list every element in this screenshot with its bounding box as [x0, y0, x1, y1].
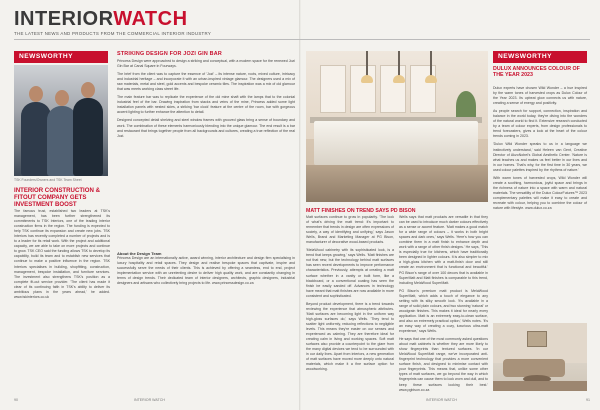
- masthead-logo: INTERIORWATCH: [14, 8, 188, 30]
- article-body-tsk: The famous trust, established two leaders at TSK's management, has been further strengthened its commitments to TSK Interiors, one of the leading interior construction firms in the region. The funding is expected to help TSK continue its expansion and create new jobs. TSK Interiors has recently completed a number of projects and is to a leader for its retail work. With the project and additional capacity, we are able to take on more projects and continue to grow. TSK CEO said the funding allows TSK to develop its capability, build its team and to establish new services that continue to make a positive influence in the region. TSK Interiors specialises in building, shopfitting, construction, management, bespoke installation, and furniture services. The investment also strengthens TSK's position as a complete fit-out service provider. 'The client has made it clear of its continuing faith in TSK's ability to deliver its ambitious plans in the years ahead,' he added. www.tskinteriors.co.uk: [14, 209, 110, 299]
- paragraph: 'Dulux Wild Wonder speaks to us in a language we instinctively understand,' said Heleen van Gent, Creative Director of AkzoNobel's Global Aesthetic Center. 'Nature is what teaches us and makes us feel better in our lives and in our homes. That's why, for the first time in 30 years, we used colour palettes inspired by the rhythms of nature.': [493, 142, 587, 172]
- paragraph: Designed concepted detail shelving and steel window frames with grooved glass bring a sense of boundary and work. The combination of these elements harmoniously blending into the unique glamour. The end result is a bar and restaurant that brings together people from all backgrounds and cultures, creating a true reflection of the real Jozi.: [117, 118, 295, 138]
- footer-title-left: INTERIOR WATCH: [134, 398, 165, 402]
- person-figure: [73, 98, 103, 176]
- page-number-left: 90: [14, 398, 18, 402]
- article-body-matt-col2: [399, 215, 488, 396]
- newsworthy-banner-right: NEWSWORTHY: [493, 51, 587, 63]
- paragraph: As people search for support, connection, inspiration and balance in the world today, they're diving into the wonders of the natural world to find it. Extensive research conducted by a team of colour experts, from design professionals to trend forecasters, gives a look at the heart of the colour trends coming in 2023.: [493, 109, 587, 139]
- article-body-matt-col1: [306, 215, 394, 375]
- subheading-design-team: About the Design Team: [117, 251, 162, 256]
- article-body-jozi: [117, 59, 295, 142]
- masthead: [14, 8, 274, 42]
- newsworthy-banner-left: NEWSWORTHY: [14, 51, 108, 63]
- paragraph: Beyond product development, there is a trend towards reviewing the experience that atmospheric attributes. 'Matt surfaces are becoming light in the uniform way high-gloss surfaces do,' says Wells. 'They tend to scatter light uniformly, reducing reflections to negligible levels. This means they're easier on our senses and experienced as calming. They are therefore ideal for creating calm in living and working spaces. Soft matt surfaces also provide a counterpoint to the glare from the many digital devices we tend to be surrounded with in our daily lives. Apart from interiors, a new generation of matt surfaces have moved more deeply onto natural materials, which make it a fine surface option for woodworking.: [306, 301, 394, 372]
- masthead-tagline: THE LATEST NEWS AND PRODUCTS FROM THE COMMERCIAL INTERIOR INDUSTRY: [14, 31, 212, 36]
- page-gutter: [299, 0, 301, 410]
- paragraph: Matt surfaces continue to grow in popularity. 'The look of what's driving the matt trend: it's important to remember that trends in design are often expressions of society, a way of identifying and unifying,' says Jason Wells, Brand and Marketing Manager at PG Bison, manufacturer of decorative wood-based products.: [306, 215, 394, 245]
- article-headline-jozi: STRIKING DESIGN FOR JOZI GIN BAR: [117, 51, 222, 57]
- article-body-dulux: [493, 86, 587, 214]
- paragraph: With warm tones of harvested crops, Wild Wonder will create a soothing, harmonious, joyful space and brings in the richness of nature into a space with warm and natural materials. The versatility of the Dulux ColourFutures™ 2023 complementary palettes will make it easy to create and recreate with colour, helping you to combine the colour of nature with lifestyle. www.dulux.co.za: [493, 175, 587, 211]
- paragraph: The main feature bar was to replicate the experience of the old mine shaft with the lamps that to the colonial industrial feel of the bar. Drawing inspiration from stacks and veins of the mine, Princess added some light installation panels with nested skies, a striking 'bar clock' feature at the centre of the room, bar with gorgeous accent lighting to further enhance the attention to detail.: [117, 95, 295, 115]
- paragraph: Wells says that matt products are versatile in that they can be used to introduce much darker colours effectively as a sense or accent feature. 'Matt makes a good match for a wide range of colours – it works in both bright spaces and dark ones,' says Wells. 'Here's how you can combine them in a matt finish to enhance depth and work with a range of other finish designs.' He says, 'This is especially true for kitchens, which have traditionally been designed in lighter colours. It is also simpler to mix a high-gloss kitchen with a matt-finish door and still create an environment that is functional and beautiful.' PG Bison's range of over 100 decors that is available in SuperMatt and Matt finishes is comparable to this trend, including MelaWood SuperMatt.: [399, 215, 488, 285]
- article-headline-tsk: INTERIOR CONSTRUCTION & FITOUT COMPANY GETS INVESTMENT BOOST: [14, 187, 100, 208]
- footer-title-right: INTERIOR WATCH: [426, 398, 457, 402]
- paragraph: The brief from the client was to capture the essence of 'Jozi' – its intense nature, roots, mixed culture, intricacy and industrial heritage – and incorporate it with an urban-inspired vintage glamour. The designers used a mix of raw materials, metal and steel, gold accents and bespoke ceramic tiles. The inspiration was a mix of old glamour that was meets working class street life.: [117, 72, 295, 92]
- page-number-right: 91: [586, 398, 590, 402]
- article-headline-matt: MATT FINISHES ON TREND SAYS PD BISON: [306, 208, 416, 214]
- kitchen-interior-photo: [306, 51, 488, 202]
- article-headline-dulux: DULUX ANNOUNCES COLOUR OF THE YEAR 2023: [493, 66, 580, 79]
- paragraph: Princess Design were approached to design a striking and conceptual, with a modern space for the renewed Jozi Gin Bar at Canal Square in Fourways.: [117, 59, 295, 69]
- paragraph: Dulux experts have chosen Wild Wonder – a hue inspired by the warm tones of harvested crops as Dulux Colour of the Year 2023. Its upbeat glow connects us with nature, creating a sense of energy and positivity.: [493, 86, 587, 106]
- photo-caption: TSK Founders/Owners and TSK Team Sheet: [14, 178, 82, 182]
- paragraph: 'MelaWood cabinetry with its sophisticated look, is a trend that keeps growing,' says Wells. 'Matt finishes are not that new, but the technology behind matt surfaces has seen recent developments to improve performance characteristics. Previously, attempts at creating a matt surface whether in a vanity or built form, like a blackboard, or a conventional coating has seen the finish be easily sanded off. Advances in technology have meant that matt finishes are now available in more consistent and sophisticated.: [306, 248, 394, 298]
- tsk-team-photo: [14, 65, 108, 176]
- living-room-photo: [493, 323, 587, 391]
- masthead-rule: [14, 39, 590, 40]
- paragraph: PG Bison's premium matt product is MelaWood SuperMatt, which adds a touch of elegance to any setting with its silky smooth look. 'It's available in a range of solid plain colours, and two stunning 'natural' or woodgrain finishes. This makes it ideal for nearly every application. Matt is an extremely easy-to-clean surface, and also an extremely practical option,' Wells notes. 'It's an easy way of creating a cozy, luxurious ultra-matt experience,' says Wells.: [399, 288, 488, 334]
- paragraph: He says that one of the most commonly asked questions about matt cabinets is whether they are more likely to show fingerprints than textured surfaces. 'In our MelaWood SuperMatt range, we've incorporated anti-fingerprint technology that provides a more convenient surface finish, and designed to minimise contact with your fingerprints. This means that, unlike some other types of matt surfaces, we go beyond the way in which fingerprints can cause them to look worn and dull, and to keep these surfaces looking their best.' www.pgbison.co.za: [399, 337, 488, 392]
- article-body-design-team: Princess Design are an internationally active, award winning, interior architecture and design firm specialising in luxury hospitality and retail spaces. They design and realise bespoke spaces that captivate, inspire and successfully serve the needs of their clients. This is achieved by offering a seamless, end to end, project implementation service with an unrelenting desire to deliver high quality work, and are constantly changing in terms of design trends. Their dedicated team of interior designers, architects, graphic designers, industrial designers and artisans who collectively bring projects to life. www.princessdesign.co.za: [117, 256, 295, 286]
